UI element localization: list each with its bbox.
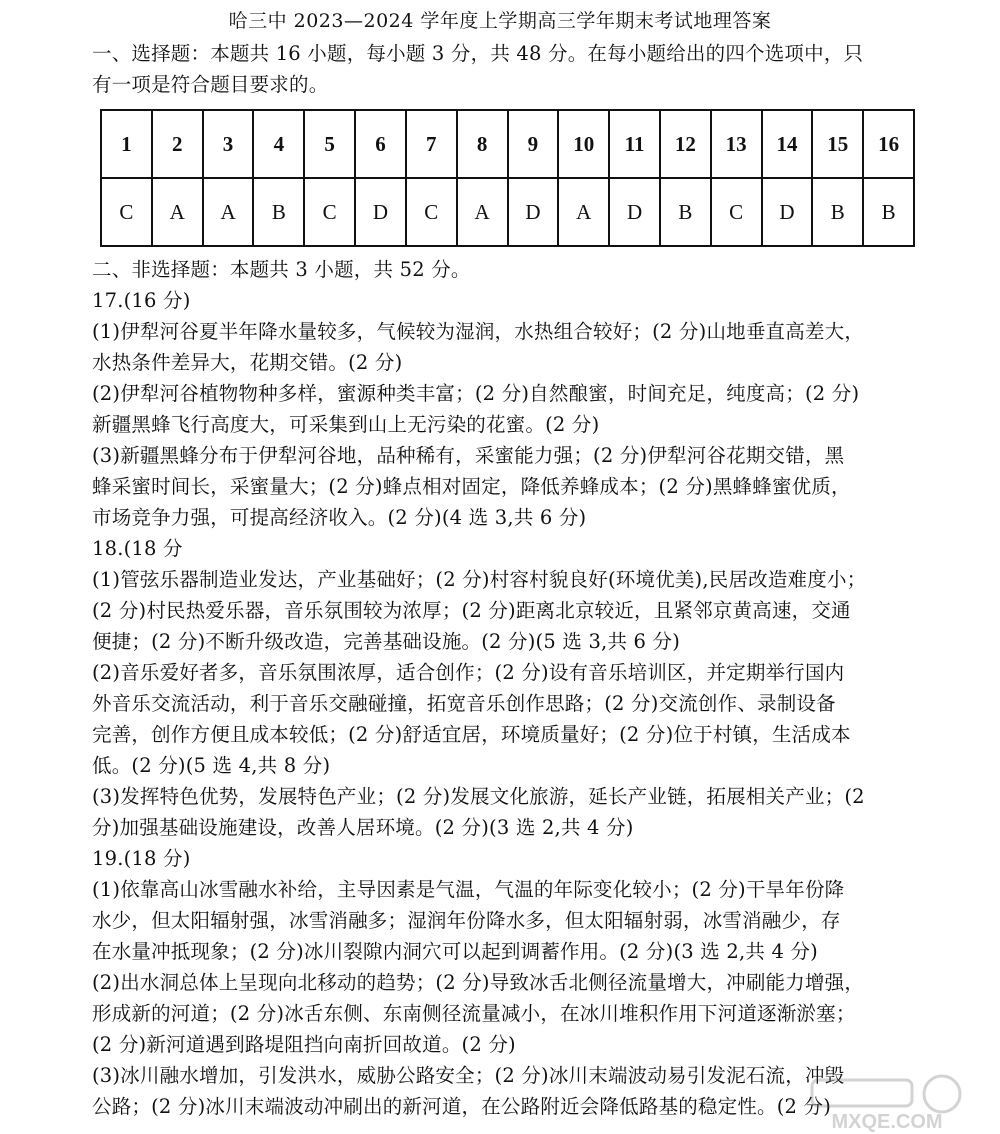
answer-line: 水少，但太阳辐射强，冰雪消融多；湿润年份降水多，但太阳辐射弱，冰雪消融少，存 xyxy=(92,909,841,932)
question-number: 3 xyxy=(203,110,254,178)
answer-choice: D xyxy=(609,178,660,246)
answer-line: (1)伊犁河谷夏半年降水量较多，气候较为湿润，水热组合较好；(2 分)山地垂直高差大， xyxy=(92,320,865,343)
question-19-heading: 19.(18 分) xyxy=(92,847,191,870)
answer-table-answer-row xyxy=(101,178,914,246)
answer-line: 形成新的河道；(2 分)冰舌东侧、东南侧径流量减小，在冰川堆积作用下河道逐渐淤塞； xyxy=(92,1002,856,1025)
answer-line: (1)依靠高山冰雪融水补给，主导因素是气温，气温的年际变化较小；(2 分)干旱年份降 xyxy=(92,878,845,901)
answer-choice: A xyxy=(457,178,508,246)
question-number: 1 xyxy=(101,110,152,178)
answer-table xyxy=(100,109,915,247)
answer-line: 市场竞争力强，可提高经济收入。(2 分)(4 选 3,共 6 分) xyxy=(92,506,587,529)
question-number: 11 xyxy=(609,110,660,178)
question-number: 2 xyxy=(152,110,203,178)
answer-line: 分)加强基础设施建设，改善人居环境。(2 分)(3 选 2,共 4 分) xyxy=(92,816,634,839)
answer-line: 便捷；(2 分)不断升级改造，完善基础设施。(2 分)(5 选 3,共 6 分) xyxy=(92,630,681,653)
answer-choice: A xyxy=(558,178,609,246)
answer-choice: A xyxy=(152,178,203,246)
question-18-heading: 18.(18 分 xyxy=(92,537,183,560)
question-number: 15 xyxy=(812,110,863,178)
answer-choice: A xyxy=(203,178,254,246)
answer-line: 蜂采蜜时间长，采蜜量大；(2 分)蜂点相对固定，降低养蜂成本；(2 分)黑蜂蜂蜜优质， xyxy=(92,475,851,498)
answer-choice: B xyxy=(863,178,914,246)
section1-line: 一、选择题：本题共 16 小题，每小题 3 分，共 48 分。在每小题给出的四个选项中，只 xyxy=(92,42,864,65)
question-number: 8 xyxy=(457,110,508,178)
answer-line: 完善，创作方便且成本较低；(2 分)舒适宜居，环境质量好；(2 分)位于村镇，生活成本 xyxy=(92,723,851,746)
page-title: 哈三中 2023—2024 学年度上学期高三学年期末考试地理答案 xyxy=(228,10,772,32)
answer-choice: D xyxy=(508,178,559,246)
answer-line: (2 分)村民热爱乐器，音乐氛围较为浓厚；(2 分)距离北京较近，且紧邻京黄高速，交通 xyxy=(92,599,851,622)
answer-choice: C xyxy=(711,178,762,246)
answer-line: 新疆黑蜂飞行高度大，可采集到山上无污染的花蜜。(2 分) xyxy=(92,413,600,436)
section1-line: 有一项是符合题目要求的。 xyxy=(92,73,329,96)
answer-choice: C xyxy=(304,178,355,246)
watermark-text: MXQE.COM xyxy=(831,1111,943,1132)
answer-choice: D xyxy=(762,178,813,246)
answer-table-number-row xyxy=(101,110,914,178)
answer-line: 外音乐交流活动，利于音乐交融碰撞，拓宽音乐创作思路；(2 分)交流创作、录制设备 xyxy=(92,692,836,715)
section2-heading: 二、非选择题：本题共 3 小题，共 52 分。 xyxy=(92,258,471,281)
question-number: 4 xyxy=(253,110,304,178)
answer-line: (2)伊犁河谷植物物种多样，蜜源种类丰富；(2 分)自然酿蜜，时间充足，纯度高；(2 分) xyxy=(92,382,860,405)
answer-line: 公路；(2 分)冰川末端波动冲刷出的新河道，在公路附近会降低路基的稳定性。(2 分) xyxy=(92,1095,832,1118)
answer-line: 低。(2 分)(5 选 4,共 8 分) xyxy=(92,754,331,777)
answer-line: (3)发挥特色优势，发展特色产业；(2 分)发展文化旅游，延长产业链，拓展相关产业；(2 xyxy=(92,785,865,808)
answer-line: (3)新疆黑蜂分布于伊犁河谷地，品种稀有，采蜜能力强；(2 分)伊犁河谷花期交错，黑 xyxy=(92,444,845,467)
answer-line: 在水量冲抵现象；(2 分)冰川裂隙内洞穴可以起到调蓄作用。(2 分)(3 选 2,共 4 分) xyxy=(92,940,818,963)
question-number: 16 xyxy=(863,110,914,178)
question-number: 10 xyxy=(558,110,609,178)
answer-line: (3)冰川融水增加，引发洪水，威胁公路安全；(2 分)冰川末端波动易引发泥石流，冲毁 xyxy=(92,1064,845,1087)
answer-line: (1)管弦乐器制造业发达，产业基础好；(2 分)村容村貌良好(环境优美),民居改造难度小； xyxy=(92,568,867,591)
answer-choice: C xyxy=(101,178,152,246)
question-number: 9 xyxy=(508,110,559,178)
answer-line: (2)出水洞总体上呈现向北移动的趋势；(2 分)导致冰舌北侧径流量增大，冲刷能力增强， xyxy=(92,971,865,994)
answer-line: (2 分)新河道遇到路堤阻挡向南折回故道。(2 分) xyxy=(92,1033,516,1056)
question-number: 14 xyxy=(762,110,813,178)
question-number: 5 xyxy=(304,110,355,178)
question-number: 6 xyxy=(355,110,406,178)
answer-choice: D xyxy=(355,178,406,246)
answer-line: 水热条件差异大，花期交错。(2 分) xyxy=(92,351,403,374)
answer-choice: B xyxy=(253,178,304,246)
answer-choice: B xyxy=(812,178,863,246)
question-number: 13 xyxy=(711,110,762,178)
question-17-heading: 17.(16 分) xyxy=(92,289,191,312)
answer-line: (2)音乐爱好者多，音乐氛围浓厚，适合创作；(2 分)设有音乐培训区，并定期举行国内 xyxy=(92,661,845,684)
answer-choice: B xyxy=(660,178,711,246)
question-number: 12 xyxy=(660,110,711,178)
watermark-logo xyxy=(792,1072,982,1132)
answer-choice: C xyxy=(406,178,457,246)
question-number: 7 xyxy=(406,110,457,178)
